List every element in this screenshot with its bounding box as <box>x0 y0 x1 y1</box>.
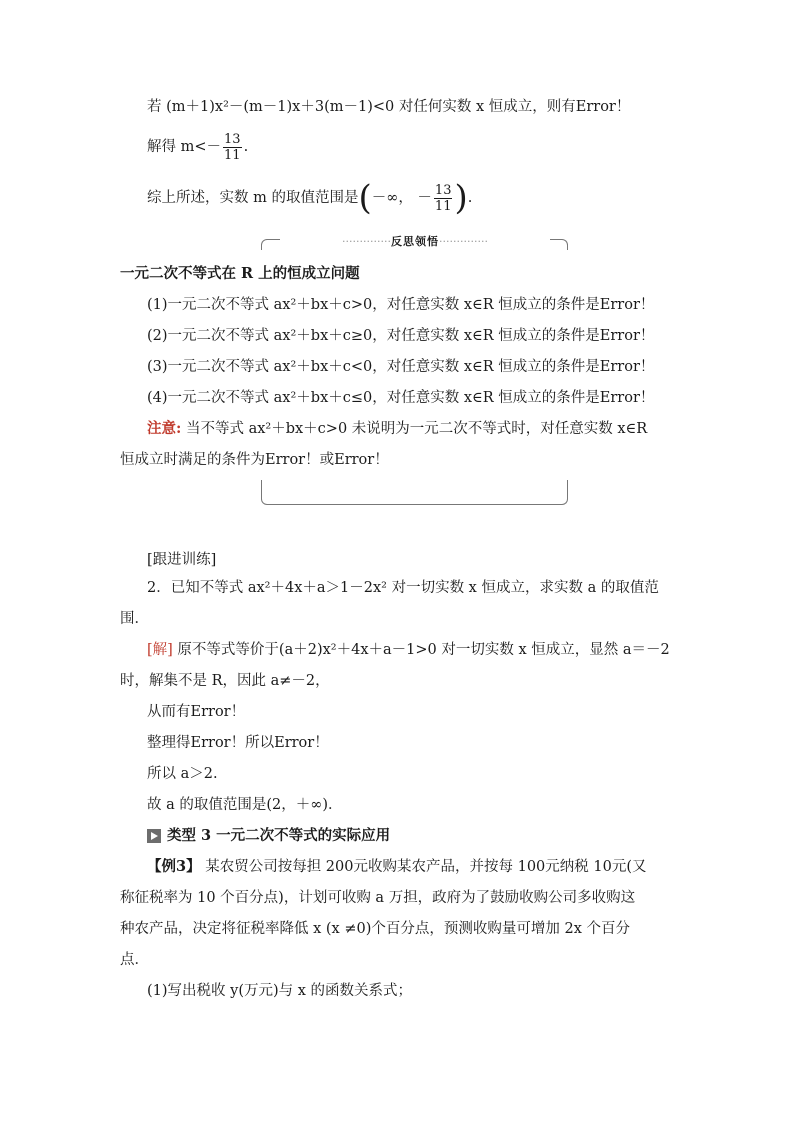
example-text: 某农贸公司按每担 200元收购某农产品，并按每 100元纳税 10元(又 <box>200 859 647 875</box>
note-label: 注意: <box>147 420 182 437</box>
fraction-13-11 <box>223 132 242 163</box>
fraction-13-11 <box>434 183 453 214</box>
reflect-item: (4)一元二次不等式 ax²＋bx＋c≤0，对任意实数 x∈R 恒成立的条件是Error！ <box>147 390 655 406</box>
fraction-numerator: 13 <box>434 182 452 198</box>
practice-question-line-2: 围． <box>120 611 149 627</box>
practice-label: [跟进训练] <box>147 552 217 568</box>
practice-solution-line-1 <box>147 640 670 660</box>
example-line-1 <box>147 857 647 877</box>
practice-solution-line-6: 故 a 的取值范围是(2，＋∞)． <box>147 797 343 813</box>
reflect-note-line-2: 恒成立时满足的条件为Error！或Error！ <box>120 452 389 468</box>
section-heading-type3 <box>147 826 390 846</box>
reflect-box-title: ··············反思领悟·············· <box>280 233 550 249</box>
reflect-heading: 一元二次不等式在 R 上的恒成立问题 <box>120 265 360 282</box>
reflect-item: (1)一元二次不等式 ax²＋bx＋c>0，对任意实数 x∈R 恒成立的条件是Error！ <box>147 297 655 313</box>
note-text: 当不等式 ax²＋bx＋c>0 未说明为一元二次不等式时，对任意实数 x∈R <box>181 421 648 437</box>
example-label: 【例3】 <box>147 858 201 875</box>
play-triangle-icon <box>147 829 161 843</box>
left-paren: ( <box>358 178 372 218</box>
solution-line-1: 若 (m＋1)x²－(m－1)x＋3(m－1)<0 对任何实数 x 恒成立，则有Error！ <box>147 99 631 115</box>
interval-text: －∞， － <box>371 190 432 206</box>
reflect-note-line-1 <box>147 419 647 439</box>
example-line-2: 称征税率为 10 个百分点)，计划可收购 a 万担，政府为了鼓励收购公司多收购这 <box>120 890 636 906</box>
fraction-denominator: 11 <box>224 147 241 163</box>
reflect-box-bottom-border <box>261 480 568 505</box>
solution-text: 原不等式等价于(a＋2)x²＋4x＋a－1>0 对一切实数 x 恒成立，显然 a＝－2 <box>172 642 670 658</box>
fraction-denominator: 11 <box>434 198 452 214</box>
example-line-4: 点． <box>120 952 149 968</box>
practice-solution-line-2: 时，解集不是 R，因此 a≠－2， <box>120 673 330 689</box>
practice-solution-line-3: 从而有Error！ <box>147 704 246 720</box>
practice-solution-line-4: 整理得Error！所以Error！ <box>147 735 329 751</box>
reflect-item: (2)一元二次不等式 ax²＋bx＋c≥0，对任意实数 x∈R 恒成立的条件是Error！ <box>147 328 655 344</box>
solution-line-3-text: 综上所述，实数 m 的取值范围是 <box>147 190 359 206</box>
example-question-1: (1)写出税收 y(万元)与 x 的函数关系式； <box>147 983 413 999</box>
solution-line-2-text: 解得 m<－ <box>147 139 222 155</box>
right-paren: ) <box>454 178 468 218</box>
example-line-3: 种农产品，决定将征税率降低 x (x ≠0)个百分点，预测收购量可增加 2x 个百分 <box>120 921 630 937</box>
solution-label: [解] <box>147 642 173 658</box>
solution-line-2: 解得 m<－ $\frac{13}{11}$ . <box>147 131 249 163</box>
reflect-title-text: 反思领悟 <box>391 235 439 248</box>
section-heading-text: 类型 3 一元二次不等式的实际应用 <box>167 827 391 844</box>
reflect-item: (3)一元二次不等式 ax²＋bx＋c<0，对任意实数 x∈R 恒成立的条件是Error！ <box>147 359 655 375</box>
practice-solution-line-5: 所以 a＞2. <box>147 766 218 782</box>
fraction-numerator: 13 <box>224 131 241 147</box>
solution-line-3: 综上所述，实数 m 的取值范围是(－∞， － $\frac{13}{11}$ ). <box>147 178 473 218</box>
practice-question-line-1: 2．已知不等式 ax²＋4x＋a＞1－2x² 对一切实数 x 恒成立，求实数 a 的取值范 <box>147 580 659 596</box>
